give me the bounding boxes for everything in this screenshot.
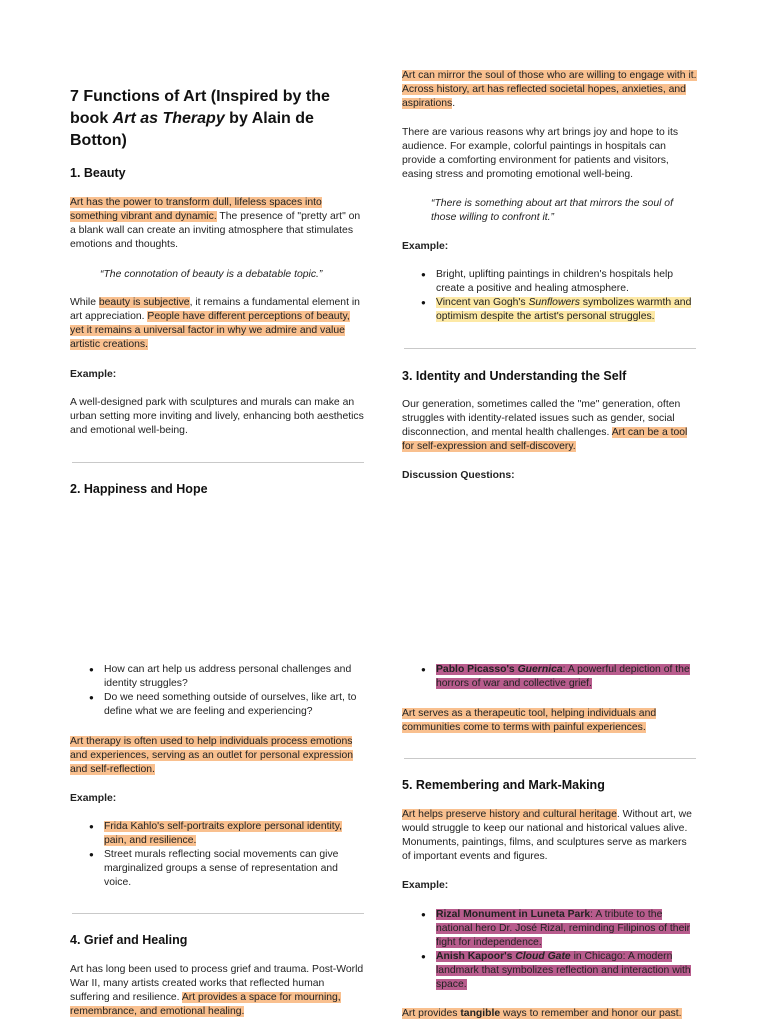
remembering-paragraph-2: Art provides tangible ways to remember and honor our past. bbox=[402, 1008, 682, 1019]
happiness-example-label: Example: bbox=[402, 241, 449, 252]
happiness-example-list bbox=[418, 268, 694, 324]
heading-grief: 4. Grief and Healing bbox=[70, 933, 188, 947]
happiness-paragraph-2: There are various reasons why art brings joy and hope to its audience. For example, colorful paintings in hospitals can provide a comforting environment for patients and visitors, easing stress and promoting emotional well-being. bbox=[402, 127, 679, 180]
remembering-example-list bbox=[418, 908, 700, 992]
heading-identity: 3. Identity and Understanding the Self bbox=[402, 369, 627, 383]
divider bbox=[404, 758, 696, 759]
happiness-quote: “There is something about art that mirrors the soul of those willing to confront it.” bbox=[431, 198, 673, 223]
list-item: ● Do we need something outside of ourselves, like art, to define what we are feeling and experiencing? bbox=[86, 691, 366, 719]
heading-beauty: 1. Beauty bbox=[70, 166, 126, 180]
heading-happiness: 2. Happiness and Hope bbox=[70, 482, 208, 496]
remembering-example-label: Example: bbox=[402, 880, 449, 891]
beauty-paragraph-2: While beauty is subjective, it remains a fundamental element in art appreciation. People have different perceptions of beauty, yet it remains a universal factor in why we admire and value artistic creations. bbox=[70, 297, 360, 350]
list-item: ● Vincent van Gogh's Sunflowers symbolizes warmth and optimism despite the artist's personal struggles. bbox=[418, 296, 694, 324]
identity-paragraph-1: Our generation, sometimes called the "me" generation, often struggles with identity-related issues such as gender, social disconnection, and mental health challenges. Art can be a tool for self-expression and self-discovery. bbox=[402, 399, 688, 452]
list-item: ● Frida Kahlo's self-portraits explore personal identity, pain, and resilience. bbox=[86, 820, 362, 848]
grief-paragraph-2: Art serves as a therapeutic tool, helping individuals and communities come to terms with painful experiences. bbox=[402, 708, 657, 733]
identity-paragraph-2: Art therapy is often used to help individuals process emotions and experiences, serving as an outlet for personal expression and self-reflection. bbox=[70, 736, 354, 775]
page-title: 7 Functions of Art (Inspired by the book Art as Therapy by Alain de Botton) bbox=[70, 88, 330, 149]
beauty-example-text: A well-designed park with sculptures and murals can make an urban setting more inviting and lively, enhancing both aesthetics and emotional well-being. bbox=[70, 397, 364, 436]
beauty-quote: “The connotation of beauty is a debatable topic.” bbox=[100, 269, 323, 280]
divider bbox=[72, 913, 364, 914]
beauty-paragraph-1: Art has the power to transform dull, lifeless spaces into something vibrant and dynamic. The presence of "pretty art" on a blank wall can create an inviting atmosphere that stimulates emotions and thoughts. bbox=[70, 197, 361, 250]
identity-questions-list bbox=[86, 663, 366, 719]
heading-remembering: 5. Remembering and Mark-Making bbox=[402, 778, 605, 792]
list-item: ● Bright, uplifting paintings in children's hospitals help create a positive and healing atmosphere. bbox=[418, 268, 694, 296]
list-item: ● Street murals reflecting social movements can give marginalized groups a sense of representation and voice. bbox=[86, 848, 362, 890]
identity-questions-label: Discussion Questions: bbox=[402, 470, 515, 481]
beauty-example-label: Example: bbox=[70, 369, 117, 380]
grief-paragraph-1: Art has long been used to process grief and trauma. Post-World War II, many artists created works that reflected human suffering and resilience. Art provides a space for mourning, remembrance, and emotional healing. bbox=[70, 964, 364, 1017]
happiness-paragraph-1: Art can mirror the soul of those who are willing to engage with it. Across history, art has reflected societal hopes, anxieties, and aspirations. bbox=[402, 70, 697, 109]
grief-example-list bbox=[418, 663, 700, 691]
divider bbox=[72, 462, 364, 463]
list-item: ● Anish Kapoor's Cloud Gate in Chicago: A modern landmark that symbolizes reflection and interaction with space. bbox=[418, 950, 700, 992]
list-item: ● Pablo Picasso's Guernica: A powerful depiction of the horrors of war and collective grief. bbox=[418, 663, 700, 691]
left-column-top bbox=[70, 86, 366, 152]
identity-example-label: Example: bbox=[70, 793, 117, 804]
list-item: ● How can art help us address personal challenges and identity struggles? bbox=[86, 663, 366, 691]
divider bbox=[404, 348, 696, 349]
list-item: ● Rizal Monument in Luneta Park: A tribute to the national hero Dr. José Rizal, reminding Filipinos of their fight for independence. bbox=[418, 908, 700, 950]
remembering-paragraph-1: Art helps preserve history and cultural heritage. Without art, we would struggle to keep our national and historical values alive. Monuments, paintings, films, and sculptures serve as markers of important events and figures. bbox=[402, 809, 692, 862]
identity-example-list bbox=[86, 820, 362, 890]
